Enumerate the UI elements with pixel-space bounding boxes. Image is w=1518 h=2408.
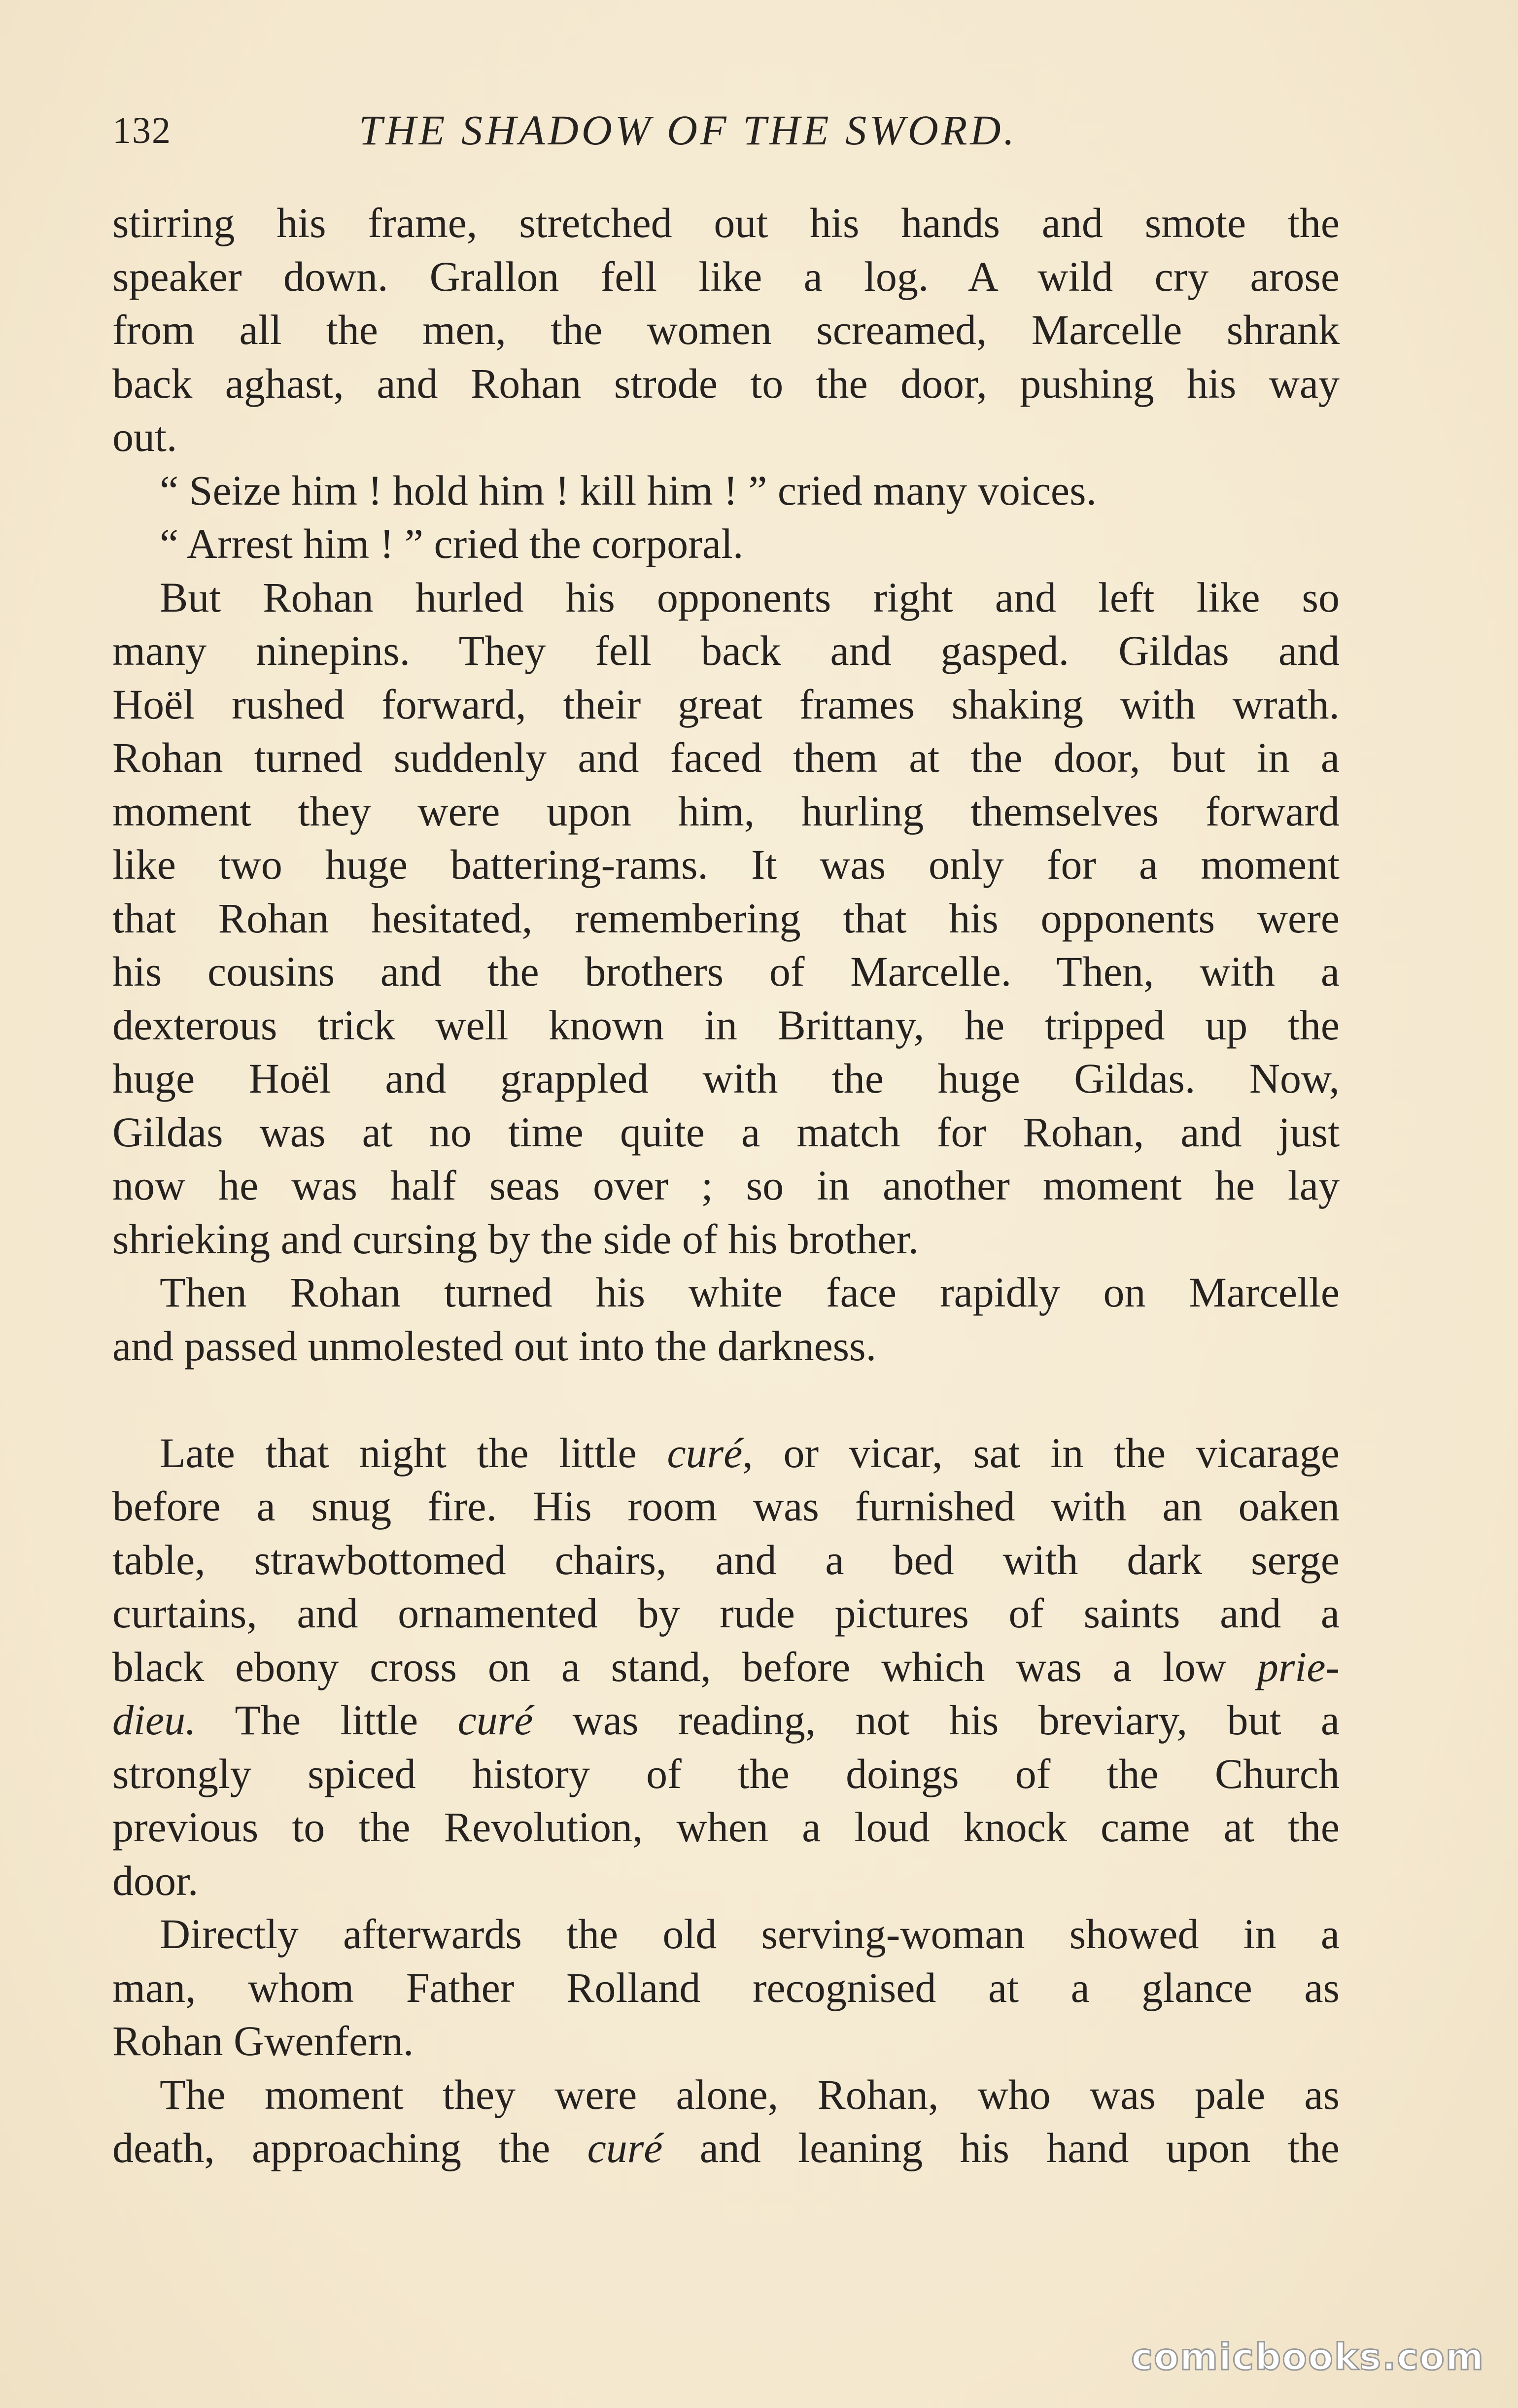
text-line: table, strawbottomed chairs, and a bed with dark serge — [112, 1536, 1340, 1583]
text-line: Rohan turned suddenly and faced them at the door, but in a — [112, 734, 1340, 781]
italic-word: curé — [587, 2124, 663, 2171]
text-line: door. — [112, 1857, 199, 1904]
text-line: strongly spiced history of the doings of the Church — [112, 1750, 1340, 1797]
text-line: from all the men, the women screamed, Marcelle shrank — [112, 306, 1340, 353]
text-line: “ Seize him ! hold him ! kill him ! ” cried many voices. — [160, 466, 1097, 514]
text-line: before a snug fire. His room was furnished with an oaken — [112, 1482, 1340, 1530]
body-text — [112, 196, 1340, 2175]
text-line: Rohan Gwenfern. — [112, 2017, 414, 2064]
page-number: 132 — [112, 110, 172, 151]
text-run: black ebony cross on a stand, before which was a low — [112, 1643, 1257, 1690]
text-line: stirring his frame, stretched out his hands and smote the — [112, 199, 1340, 246]
text-line: his cousins and the brothers of Marcelle. Then, with a — [112, 948, 1340, 995]
text-line: that Rohan hesitated, remembering that his opponents were — [112, 894, 1340, 942]
text-line: speaker down. Grallon fell like a log. A wild cry arose — [112, 252, 1340, 300]
text-run: The little — [196, 1696, 458, 1744]
text-run: death, approaching the — [112, 2124, 587, 2171]
text-line — [112, 1693, 1340, 1747]
text-line: huge Hoël and grappled with the huge Gildas. Now, — [112, 1055, 1340, 1102]
text-line: man, whom Father Rolland recognised at a glance as — [112, 1963, 1340, 2011]
text-line: But Rohan hurled his opponents right and left like so — [160, 573, 1340, 621]
text-line: previous to the Revolution, when a loud knock came at the — [112, 1803, 1340, 1851]
text-line: dexterous trick well known in Brittany, he tripped up the — [112, 1001, 1340, 1049]
text-run: , or vicar, sat in the vicarage — [742, 1429, 1340, 1477]
text-line: Gildas was at no time quite a match for Rohan, and just — [112, 1108, 1340, 1156]
text-line: shrieking and cursing by the side of his brother. — [112, 1215, 919, 1263]
text-line: Directly afterwards the old serving-woman showed in a — [160, 1910, 1340, 1958]
italic-word: curé — [457, 1696, 533, 1744]
text-line: Then Rohan turned his white face rapidly on Marcelle — [160, 1269, 1340, 1316]
text-line: like two huge battering-rams. It was only for a moment — [112, 841, 1340, 888]
italic-word: curé — [667, 1429, 743, 1477]
text-run: and leaning his hand upon the — [662, 2124, 1340, 2171]
page-header — [112, 99, 1340, 158]
section-break — [112, 1373, 1340, 1426]
text-line: The moment they were alone, Rohan, who was pale as — [160, 2070, 1340, 2118]
italic-word: prie- — [1257, 1643, 1340, 1690]
text-run: Late that night the little — [160, 1429, 667, 1477]
text-line: Hoël rushed forward, their great frames shaking with wrath. — [112, 680, 1340, 728]
italic-word: dieu. — [112, 1696, 196, 1744]
text-line: now he was half seas over ; so in another moment he lay — [112, 1162, 1340, 1209]
text-run: was reading, not his breviary, but a — [533, 1696, 1340, 1744]
text-line — [112, 1426, 1340, 1480]
text-line: “ Arrest him ! ” cried the corporal. — [160, 520, 744, 567]
watermark: comicbooks.com — [1131, 2336, 1484, 2378]
text-line — [112, 1640, 1340, 1694]
text-line: many ninepins. They fell back and gasped. Gildas and — [112, 627, 1340, 674]
text-line: out. — [112, 413, 177, 460]
running-head: THE SHADOW OF THE SWORD. — [359, 106, 1017, 154]
text-line: curtains, and ornamented by rude pictures of saints and a — [112, 1589, 1340, 1637]
text-line: and passed unmolested out into the darkness. — [112, 1322, 877, 1370]
text-line: back aghast, and Rohan strode to the door, pushing his way — [112, 359, 1340, 407]
text-line — [112, 2121, 1340, 2175]
text-line: moment they were upon him, hurling themselves forward — [112, 787, 1340, 835]
